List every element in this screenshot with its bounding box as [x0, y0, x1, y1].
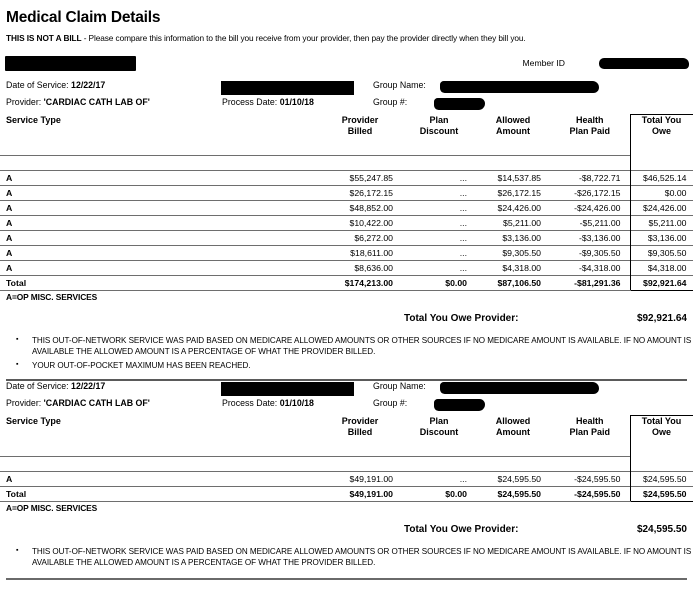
table-row [0, 260, 693, 275]
cell-total-you-owe: $5,211.00 [630, 215, 693, 230]
cell-plan-discount: ... [402, 170, 476, 185]
cell-provider-billed: $6,272.00 [318, 230, 402, 245]
cell-total-you-owe: $0.00 [630, 185, 693, 200]
cell-plan-discount: ... [402, 260, 476, 275]
cell-allowed-amount: $24,595.50 [476, 486, 550, 501]
col-plan-discount: Plan Discount [419, 415, 459, 437]
cell-provider-billed: $174,213.00 [318, 275, 402, 290]
claim-meta-row-2 [0, 398, 693, 415]
cell-plan-discount: ... [402, 471, 476, 486]
cell-service-type: A [0, 215, 318, 230]
group-number-label: Group #: [373, 398, 408, 408]
claim-section [0, 381, 693, 569]
cell-service-type: Total [0, 486, 318, 501]
date-of-service-value: 12/22/17 [71, 80, 106, 90]
total-owe-provider-label: Total You Owe Provider: [404, 523, 519, 535]
total-owe-provider-amount: $92,921.64 [636, 312, 687, 324]
date-of-service [6, 80, 105, 90]
group-number [373, 398, 407, 408]
table-row [0, 185, 693, 200]
process-date [222, 97, 314, 107]
col-provider-billed: Provider Billed [341, 114, 379, 136]
claim-note-item: ▪ YOUR OUT-OF-POCKET MAXIMUM HAS BEEN REACHED. [0, 360, 693, 372]
table-spacer-row [0, 456, 693, 471]
service-type-legend: A=OP MISC. SERVICES [6, 291, 98, 302]
cell-plan-discount: ... [402, 245, 476, 260]
cell-health-plan-paid: -$24,595.50 [550, 486, 630, 501]
cell-allowed-amount: $14,537.85 [476, 170, 550, 185]
group-name-label: Group Name: [373, 80, 426, 90]
group-number [373, 97, 407, 107]
cell-health-plan-paid: -$24,595.50 [550, 471, 630, 486]
cell-service-type: A [0, 471, 318, 486]
table-spacer-row [0, 155, 693, 170]
redacted-member-name [5, 56, 136, 71]
cell-service-type: A [0, 185, 318, 200]
table-row [0, 230, 693, 245]
total-owe-provider-amount: $24,595.50 [636, 523, 687, 535]
redacted-member-id [599, 58, 689, 69]
redacted-group-number [434, 98, 485, 110]
table-row [0, 471, 693, 486]
total-owe-provider-line [0, 313, 693, 335]
cell-provider-billed: $8,636.00 [318, 260, 402, 275]
cell-allowed-amount: $5,211.00 [476, 215, 550, 230]
col-allowed-amount: Allowed Amount [495, 415, 531, 437]
cell-total-you-owe: $24,426.00 [630, 200, 693, 215]
table-header-row [0, 115, 693, 156]
col-allowed-amount: Allowed Amount [495, 114, 531, 136]
total-owe-provider-line [0, 524, 693, 546]
process-date-label: Process Date: [222, 97, 278, 107]
member-id-label: Member ID [522, 58, 565, 68]
col-total-you-owe: Total You Owe [630, 115, 693, 156]
claim-note-item: ▪ THIS OUT-OF-NETWORK SERVICE WAS PAID BASED ON MEDICARE ALLOWED AMOUNTS OR OTHER SOURCES IF NO MEDICARE AMOUNT IS AVAILABLE. IF NO AMOUNT IS AVAILABLE THE ALLOWED AMOUNT IS A PERCENTAGE OF WHAT THE PROVIDER BILLED. [0, 546, 693, 569]
cell-plan-discount: ... [402, 185, 476, 200]
process-date-value: 01/10/18 [279, 398, 314, 408]
claim-meta-row-1 [0, 80, 693, 97]
cell-total-you-owe: $3,136.00 [630, 230, 693, 245]
redacted-claim-number [221, 382, 354, 396]
cell-health-plan-paid: -$3,136.00 [550, 230, 630, 245]
table-total-row [0, 275, 693, 290]
col-provider-billed: Provider Billed [341, 415, 379, 437]
cell-provider-billed: $18,611.00 [318, 245, 402, 260]
col-plan-discount: Plan Discount [419, 114, 459, 136]
cell-total-you-owe: $46,525.14 [630, 170, 693, 185]
cell-health-plan-paid: -$26,172.15 [550, 185, 630, 200]
cell-provider-billed: $49,191.00 [318, 471, 402, 486]
claim-table [0, 114, 693, 291]
redacted-group-name [440, 382, 599, 394]
cell-health-plan-paid: -$4,318.00 [550, 260, 630, 275]
provider-label: Provider: [6, 97, 42, 107]
cell-total-you-owe: $4,318.00 [630, 260, 693, 275]
date-of-service-label: Date of Service: [6, 381, 69, 391]
cell-plan-discount: ... [402, 200, 476, 215]
table-row [0, 200, 693, 215]
date-of-service-value: 12/22/17 [71, 381, 106, 391]
total-owe-provider-label: Total You Owe Provider: [404, 312, 519, 324]
claim-notes [0, 335, 693, 372]
claims-container [0, 80, 693, 580]
cell-provider-billed: $48,852.00 [318, 200, 402, 215]
claim-note-item: ▪ THIS OUT-OF-NETWORK SERVICE WAS PAID BASED ON MEDICARE ALLOWED AMOUNTS OR OTHER SOURCES IF NO MEDICARE AMOUNT IS AVAILABLE. IF NO AMOUNT IS AVAILABLE THE ALLOWED AMOUNT IS A PERCENTAGE OF WHAT THE PROVIDER BILLED. [0, 335, 693, 358]
process-date [222, 398, 314, 408]
cell-health-plan-paid: -$5,211.00 [550, 215, 630, 230]
table-header-row [0, 416, 693, 457]
cell-health-plan-paid: -$9,305.50 [550, 245, 630, 260]
provider [6, 398, 150, 408]
cell-service-type: Total [0, 275, 318, 290]
cell-allowed-amount: $4,318.00 [476, 260, 550, 275]
service-type-legend: A=OP MISC. SERVICES [6, 502, 98, 513]
cell-health-plan-paid: -$8,722.71 [550, 170, 630, 185]
table-row [0, 170, 693, 185]
group-name [373, 381, 426, 391]
cell-total-you-owe: $92,921.64 [630, 275, 693, 290]
redacted-group-name [440, 81, 599, 93]
table-row [0, 245, 693, 260]
provider-label: Provider: [6, 398, 42, 408]
cell-service-type: A [0, 260, 318, 275]
process-date-label: Process Date: [222, 398, 278, 408]
col-service-type: Service Type [6, 114, 61, 125]
process-date-value: 01/10/18 [279, 97, 314, 107]
bottom-divider [6, 578, 687, 580]
table-total-row [0, 486, 693, 501]
cell-total-you-owe: $24,595.50 [630, 486, 693, 501]
redacted-claim-number [221, 81, 354, 95]
claim-notes [0, 546, 693, 569]
cell-total-you-owe: $24,595.50 [630, 471, 693, 486]
cell-provider-billed: $10,422.00 [318, 215, 402, 230]
col-health-plan-paid: Health Plan Paid [569, 415, 610, 437]
col-service-type: Service Type [6, 415, 61, 426]
provider-value: 'CARDIAC CATH LAB OF' [43, 398, 150, 408]
cell-allowed-amount: $26,172.15 [476, 185, 550, 200]
cell-health-plan-paid: -$81,291.36 [550, 275, 630, 290]
cell-allowed-amount: $3,136.00 [476, 230, 550, 245]
cell-service-type: A [0, 230, 318, 245]
group-number-label: Group #: [373, 97, 408, 107]
cell-allowed-amount: $24,595.50 [476, 471, 550, 486]
claim-meta-row-1 [0, 381, 693, 398]
claim-table [0, 415, 693, 502]
date-of-service [6, 381, 105, 391]
cell-allowed-amount: $24,426.00 [476, 200, 550, 215]
cell-plan-discount: ... [402, 215, 476, 230]
not-a-bill-disclaimer [6, 33, 526, 43]
disclaimer-emphasis: THIS IS NOT A BILL [6, 33, 82, 43]
redacted-group-number [434, 399, 485, 411]
cell-service-type: A [0, 245, 318, 260]
cell-provider-billed: $26,172.15 [318, 185, 402, 200]
page-title: Medical Claim Details [6, 9, 161, 26]
cell-allowed-amount: $9,305.50 [476, 245, 550, 260]
group-name [373, 80, 426, 90]
cell-plan-discount: ... [402, 230, 476, 245]
cell-allowed-amount: $87,106.50 [476, 275, 550, 290]
claim-section [0, 80, 693, 371]
col-health-plan-paid: Health Plan Paid [569, 114, 610, 136]
cell-service-type: A [0, 170, 318, 185]
cell-service-type: A [0, 200, 318, 215]
date-of-service-label: Date of Service: [6, 80, 69, 90]
cell-health-plan-paid: -$24,426.00 [550, 200, 630, 215]
provider [6, 97, 150, 107]
group-name-label: Group Name: [373, 381, 426, 391]
cell-provider-billed: $49,191.00 [318, 486, 402, 501]
table-row [0, 215, 693, 230]
claim-meta-row-2 [0, 97, 693, 114]
cell-plan-discount: $0.00 [402, 486, 476, 501]
cell-total-you-owe: $9,305.50 [630, 245, 693, 260]
disclaimer-text: - Please compare this information to the bill you receive from your provider, then pay the provider directly when they bill you. [81, 33, 526, 43]
provider-value: 'CARDIAC CATH LAB OF' [43, 97, 150, 107]
cell-provider-billed: $55,247.85 [318, 170, 402, 185]
table-body [0, 456, 693, 501]
col-total-you-owe: Total You Owe [630, 416, 693, 457]
cell-plan-discount: $0.00 [402, 275, 476, 290]
table-body [0, 155, 693, 290]
